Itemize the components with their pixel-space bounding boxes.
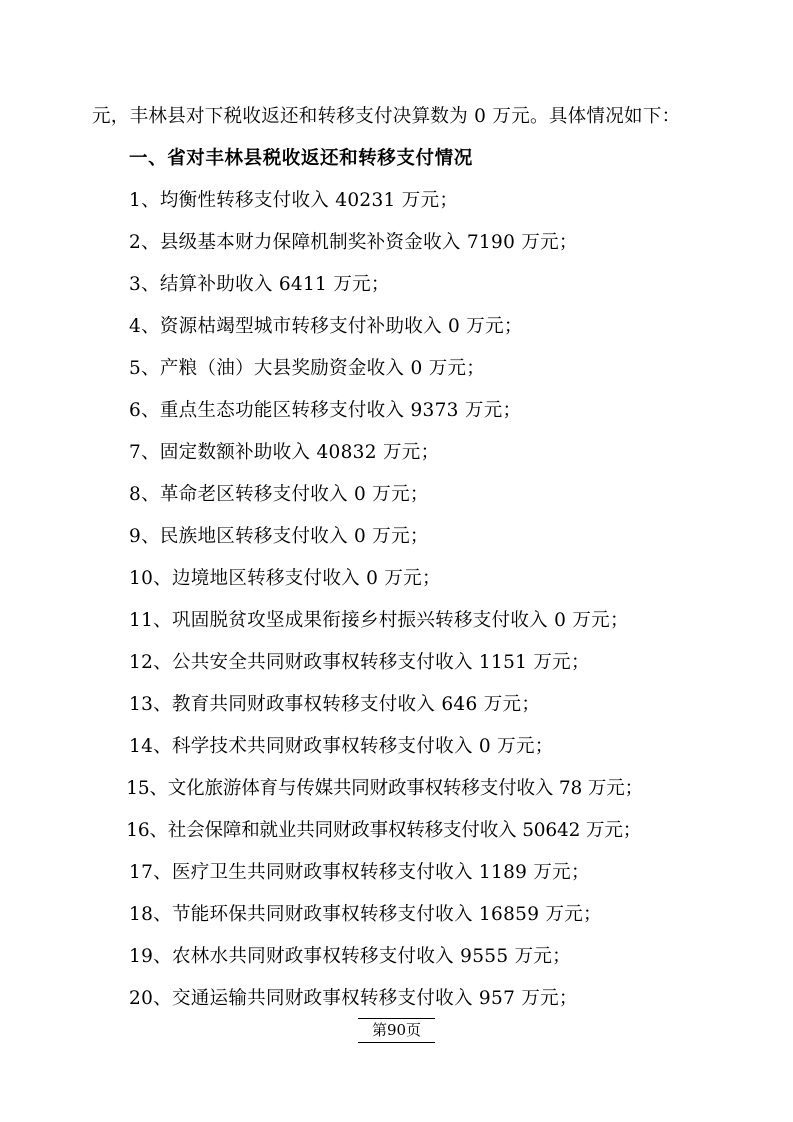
list-item: 7、固定数额补助收入 40832 万元； [129,442,440,463]
list-item: 20、交通运输共同财政事权转移支付收入 957 万元； [129,988,578,1009]
list-item: 8、革命老区转移支付收入 0 万元； [129,484,429,505]
list-item: 5、产粮（油）大县奖励资金收入 0 万元； [129,358,486,379]
page-footer [0,1018,793,1043]
list-item: 1、均衡性转移支付收入 40231 万元； [129,190,459,211]
list-item: 12、公共安全共同财政事权转移支付收入 1151 万元； [129,652,590,673]
list-item: 18、节能环保共同财政事权转移支付收入 16859 万元； [129,904,602,925]
list-item: 10、边境地区转移支付收入 0 万元； [129,568,441,589]
continuation-paragraph: 元，丰林县对下税收返还和转移支付决算数为 0 万元。具体情况如下： [92,106,681,127]
list-item: 3、结算补助收入 6411 万元； [129,274,390,295]
document-body [92,96,701,1020]
page-number: 第90页 [358,1018,435,1043]
list-item: 13、教育共同财政事权转移支付收入 646 万元； [129,694,541,715]
list-item: 2、县级基本财力保障机制奖补资金收入 7190 万元； [129,232,578,253]
list-item: 16、社会保障和就业共同财政事权转移支付收入 50642 万元； [126,820,642,841]
list-item: 15、文化旅游体育与传媒共同财政事权转移支付收入 78 万元； [126,778,643,799]
list-item: 9、民族地区转移支付收入 0 万元； [129,526,429,547]
list-item: 11、巩固脱贫攻坚成果衔接乡村振兴转移支付收入 0 万元； [129,610,629,631]
list-item: 19、农林水共同财政事权转移支付收入 9555 万元； [129,946,571,967]
list-item: 4、资源枯竭型城市转移支付补助收入 0 万元； [129,316,523,337]
section-heading: 一、省对丰林县税收返还和转移支付情况 [129,148,473,169]
list-item: 6、重点生态功能区转移支付收入 9373 万元； [129,400,522,421]
list-item: 14、科学技术共同财政事权转移支付收入 0 万元； [129,736,554,757]
list-item: 17、医疗卫生共同财政事权转移支付收入 1189 万元； [129,862,590,883]
